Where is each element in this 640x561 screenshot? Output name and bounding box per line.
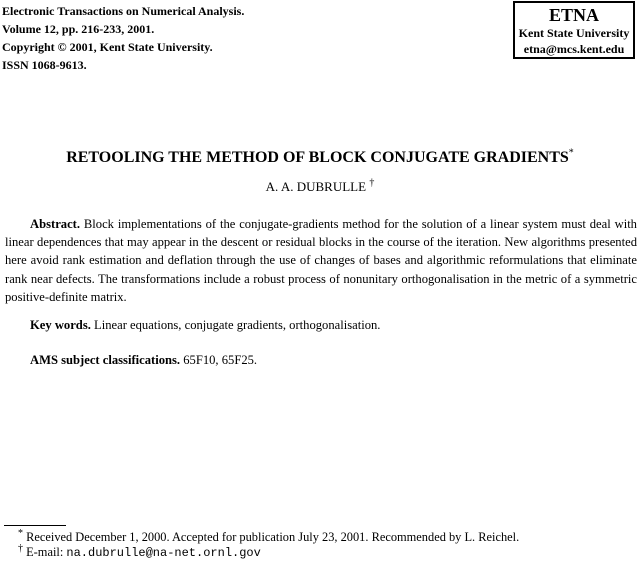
journal-volume: Volume 12, pp. 216-233, 2001.	[2, 22, 155, 36]
footnote-rule	[4, 525, 66, 526]
ams-label: AMS subject classifications.	[30, 353, 181, 367]
abstract-text: Block implementations of the conjugate-gradients method for the solution of a linear system must deal with linear dependences that may appear in the descent or residual blocks in the course of the iteration. New algorithms presented here avoid rank estimation and deflation through the use of changes of bases and algorithmic reformulations that eliminate rank near defects. The transformations include a robust process of nonunitary orthogonalisation in the metric of a symmetric positive-definite matrix.	[5, 217, 637, 304]
ams-text: 65F10, 65F25.	[183, 353, 258, 367]
abstract	[5, 215, 637, 306]
journal-copyright: Copyright © 2001, Kent State University.	[2, 40, 213, 54]
etna-title: ETNA	[548, 5, 599, 25]
keywords	[30, 316, 380, 334]
etna-university: Kent State University	[518, 26, 630, 40]
footnote-received	[18, 529, 519, 545]
title-footnote-mark: *	[568, 147, 574, 159]
received-text: Received December 1, 2000. Accepted for publication July 23, 2001. Recommended by L. Reichel.	[26, 530, 520, 544]
author-name: A. A. DUBRULLE	[265, 179, 367, 194]
paper-author	[0, 178, 640, 196]
journal-header	[2, 2, 244, 74]
paper-title	[0, 148, 640, 168]
author-footnote-mark: †	[369, 177, 375, 189]
received-mark: *	[18, 527, 23, 539]
email-label: E-mail:	[26, 545, 64, 559]
keywords-label: Key words.	[30, 318, 91, 332]
paper-title-text: RETOOLING THE METHOD OF BLOCK CONJUGATE GRADIENTS	[66, 149, 569, 166]
keywords-text: Linear equations, conjugate gradients, orthogonalisation.	[94, 318, 381, 332]
email-mark: †	[18, 542, 23, 554]
footnote-email	[18, 544, 261, 561]
journal-issn: ISSN 1068-9613.	[2, 58, 87, 72]
email-address-link[interactable]: na.dubrulle@na-net.ornl.gov	[66, 546, 261, 560]
etna-box	[513, 1, 635, 59]
abstract-label: Abstract.	[30, 217, 81, 231]
ams-classifications	[30, 351, 257, 369]
etna-email: etna@mcs.kent.edu	[523, 42, 625, 56]
journal-name: Electronic Transactions on Numerical Analysis.	[2, 4, 245, 18]
